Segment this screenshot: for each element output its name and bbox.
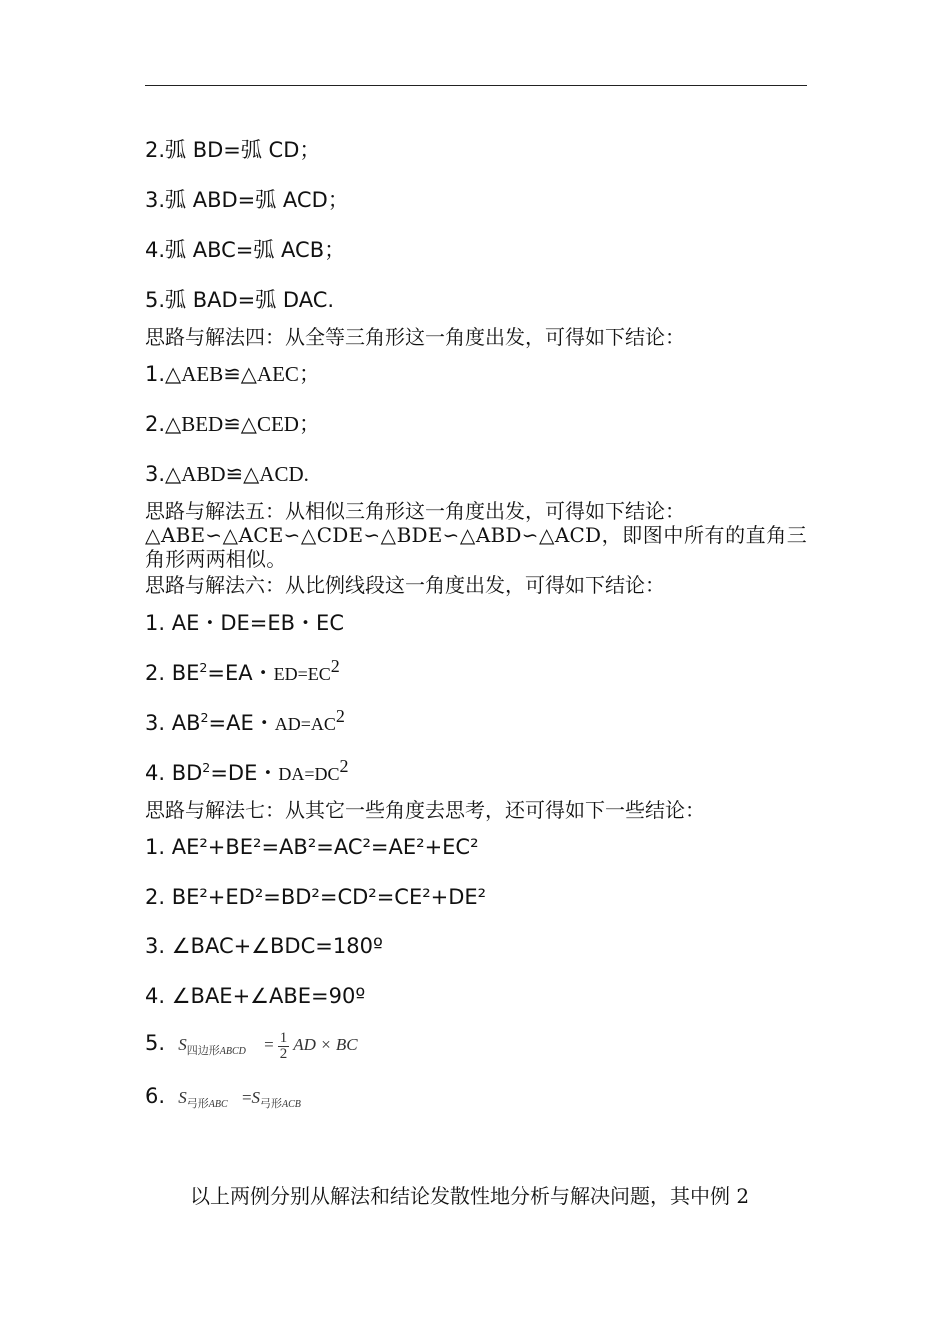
identity-item: 1. AE²+BE²=AB²=AC²=AE²+EC²	[145, 835, 479, 859]
formula-eq: =	[264, 1035, 274, 1054]
method5-heading: 思路与解法五：从相似三角形这一角度出发，可得如下结论：	[145, 499, 685, 523]
arc-line: 4.弧 ABC=弧 ACB；	[145, 238, 346, 262]
formula-sub: ABCD	[219, 1046, 246, 1057]
identity-item: 3. ∠BAC+∠BDC=180º	[145, 934, 383, 958]
superscript: 2	[335, 706, 345, 726]
formula	[178, 1029, 358, 1062]
formula	[178, 1088, 301, 1110]
superscript: 2	[202, 760, 211, 775]
formula-sub: ABC	[208, 1099, 228, 1110]
item-mid: =AE・	[208, 711, 275, 735]
item-text: △BED≌△CED；	[165, 412, 320, 436]
congruence-item	[145, 461, 309, 487]
superscript: 2	[339, 756, 349, 776]
item-number: 3.	[145, 462, 166, 486]
area-formula-quad	[145, 1030, 358, 1062]
item-number: 1.	[145, 362, 166, 386]
superscript: 2	[200, 710, 209, 725]
identity-item: 4. ∠BAE+∠ABE=90º	[145, 984, 366, 1008]
superscript: 2	[199, 660, 208, 675]
fraction-numerator: 1	[279, 1029, 288, 1046]
item-number: 6.	[145, 1084, 166, 1108]
item-tail: AD=AC	[274, 714, 336, 734]
formula-sub: ACB	[282, 1099, 301, 1110]
proportion-item	[145, 656, 340, 687]
fraction	[278, 1031, 290, 1062]
formula-rhs: AD × BC	[293, 1035, 358, 1054]
item-prefix: 4. BD	[145, 761, 203, 785]
formula-sub: 弓形	[186, 1098, 209, 1110]
item-mid: =DE・	[210, 761, 279, 785]
item-number: 2.	[145, 412, 166, 436]
arc-line: 5.弧 BAD=弧 DAC.	[145, 288, 335, 312]
identity-item: 2. BE²+ED²=BD²=CD²=CE²+DE²	[145, 885, 487, 909]
area-formula-segment	[145, 1083, 301, 1114]
item-mid: =EA・	[207, 661, 274, 685]
method6-heading: 思路与解法六：从比例线段这一角度出发，可得如下结论：	[145, 573, 665, 597]
fraction-denominator: 2	[279, 1045, 288, 1062]
formula-symbol: S	[178, 1035, 187, 1054]
superscript: 2	[330, 656, 340, 676]
arc-line: 3.弧 ABD=弧 ACD；	[145, 188, 349, 212]
formula-symbol: S	[251, 1088, 261, 1107]
method5-body: △ABE∽△ACE∽△CDE∽△BDE∽△ABD∽△ACD，即图中所有的直角三角形两两相似。	[145, 523, 807, 571]
arc-line: 2.弧 BD=弧 CD；	[145, 138, 321, 162]
method7-heading: 思路与解法七：从其它一些角度去思考，还可得如下一些结论：	[145, 798, 705, 822]
item-prefix: 2. BE	[145, 661, 200, 685]
proportion-item	[145, 706, 345, 737]
item-tail: ED=EC	[273, 664, 331, 684]
item-tail: DA=DC	[278, 764, 340, 784]
proportion-item	[145, 756, 349, 787]
item-prefix: 3. AB	[145, 711, 201, 735]
item-number: 5.	[145, 1031, 166, 1055]
formula-sub: 弓形	[260, 1098, 283, 1110]
proportion-item: 1. AE・DE=EB・EC	[145, 611, 344, 635]
formula-eq: =	[241, 1088, 252, 1107]
header-rule	[145, 85, 807, 86]
formula-symbol: S	[178, 1088, 187, 1107]
congruence-item	[145, 361, 320, 387]
congruence-item	[145, 411, 320, 437]
item-text: △ABD≌△ACD.	[165, 462, 309, 486]
item-text: △AEB≌△AEC；	[165, 362, 320, 386]
formula-sub: 四边形	[186, 1045, 220, 1057]
method4-heading: 思路与解法四：从全等三角形这一角度出发，可得如下结论：	[145, 325, 685, 349]
closing-paragraph: 以上两例分别从解法和结论发散性地分析与解决问题，其中例 2	[190, 1184, 750, 1208]
